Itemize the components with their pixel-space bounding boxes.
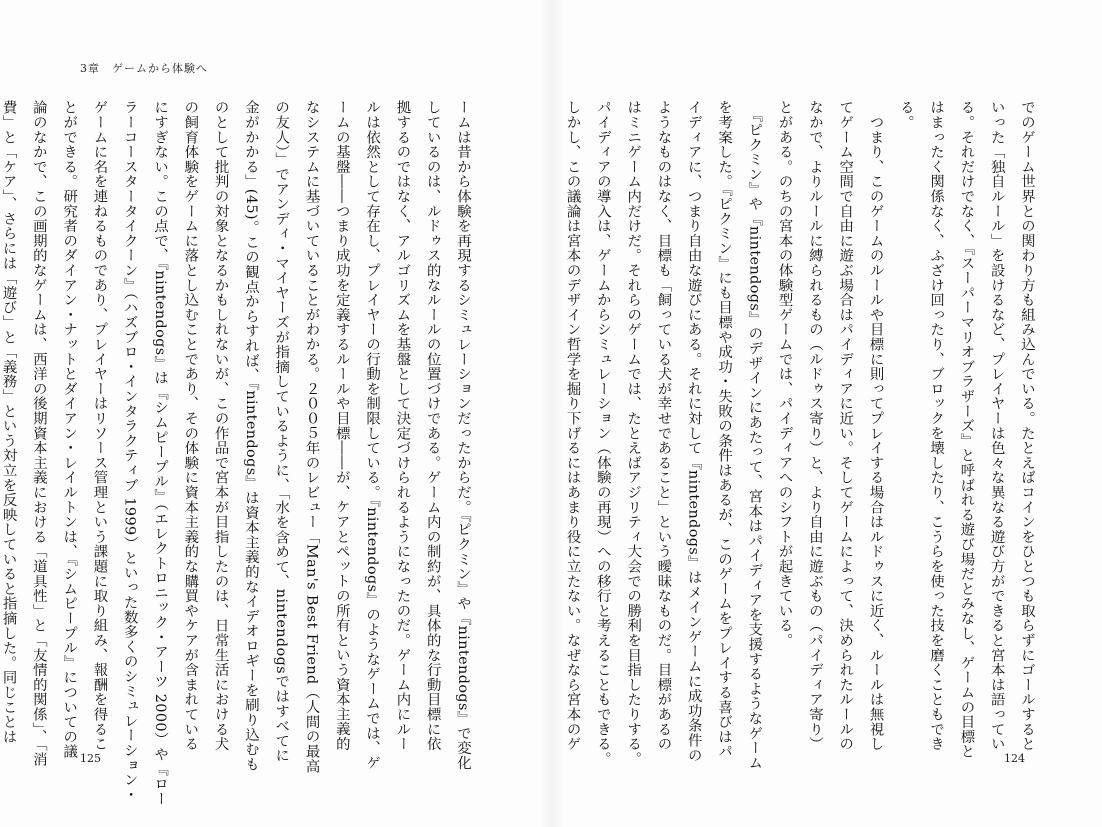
right-column: でのゲーム世界との関わり方も組み込んでいる。たとえばコインをひとつも取らずにゴールすると: [1019, 100, 1035, 752]
running-head: 3章 ゲームから体験へ: [80, 62, 208, 75]
page-number-left: 125: [80, 752, 101, 765]
right-column: なかで、よりルールに縛られるもの（ルドゥス寄り）と、より自由に遊ぶもの（パイディア寄り）: [806, 100, 823, 752]
left-column: 費」と「ケア」、さらには「遊び」と「義務」という対立を反映していると指摘した。同じことは: [0, 100, 17, 744]
right-column: しかし、この議論は宮本のデザイン哲学を掘り下げるにはあまり役に立たない。なぜなら宮本のゲ: [564, 100, 581, 752]
left-column: ームは昔から体験を再現するシミュレーションだったからだ。『ピクミン』や『nintendogs』で変化: [455, 100, 471, 770]
right-column: てゲーム空間で自由に遊ぶ場合はパイディアに近い。そしてゲームによって、決められたルールの: [837, 100, 854, 752]
right-column: パイディアの導入は、ゲームからシミュレーション（体験の再現）への移行と考えることもできる。: [594, 100, 611, 766]
left-column: ルは依然として存在し、プレイヤーの行動を制限している。『nintendogs』のようなゲームでは、ゲ: [364, 100, 381, 770]
left-column: なシステムに基づいていることがわかる。２００５年のレビュー「Man's Best Friend（人間の最高: [303, 100, 320, 774]
left-column: ームの基盤――つまり成功を定義するルールや目標――が、ケアとペットの所有という資本主義的: [333, 100, 350, 752]
right-column: ようなものはなく、目標も「飼っている犬が幸せであること」という曖昧なものだ。目標があるの: [655, 100, 672, 752]
left-column: とができる。研究者のダイアン・ナットとダイアン・レイルトンは、『シムピープル』についての議: [61, 100, 78, 759]
left-column: しているのは、ルドゥス的なルールの位置づけである。ゲーム内の制約が、具体的な行動目標に依: [424, 100, 441, 752]
right-column: 『ピクミン』や『nintendogs』のデザインにあたって、宮本はパイディアを支援するようなゲーム: [746, 100, 763, 770]
left-column: にすぎない。この点で、『nintendogs』は『シムピープル』（エレクトロニック・アーツ 2000）や『ロー: [152, 100, 169, 806]
right-column: はまったく関係なく、ふざけ回ったり、ブロックを壊したり、こうらを使った技を磨くこともでき: [928, 100, 945, 752]
right-column: る。それだけでなく、『スーパーマリオブラザーズ』と呼ばれる遊び場だとみなし、ゲームの目標と: [958, 100, 975, 759]
right-column: つまり、このゲームのルールや目標に則ってプレイする場合はルドゥスに近く、ルールは無視し: [867, 100, 884, 752]
left-column: ゲームに名を連ねるものであり、プレイヤーはリソース管理という課題に取り組み、報酬を得るこ: [91, 100, 108, 752]
left-column: ラーコースタータイクーン』（ハズブロ・インタラクティブ 1999）といった数多くのシミュレーション・: [121, 100, 138, 802]
left-column: の友人）」でアンディ・マイヤーズが指摘しているように、「水を含めて、nintendogsではすべてに: [273, 100, 290, 763]
left-column: 拠するのではなく、アルゴリズムを基盤として決定づけられるようになったのだ。ゲーム内にルー: [394, 100, 411, 752]
right-column: イディアに、つまり自由な遊びにある。それに対して『nintendogs』はメインゲームに成功条件の: [685, 100, 702, 763]
right-column: はミニゲーム内だけだ。それらのゲームでは、たとえばアジリティ大会での勝利を目指したりする。: [625, 100, 642, 766]
left-column: の飼育体験をゲームに落とし込むことであり、その体験に資本主義的な購買やケアが含まれている: [182, 100, 199, 752]
left-column: 論のなかで、この画期的なゲームは、西洋の後期資本主義における「道具性」と「友情的関係」、「消: [30, 100, 47, 767]
left-column: のとして批判の対象となるかもしれないが、この作品で宮本が目指したのは、日常生活における犬: [212, 100, 229, 752]
right-column: る。: [897, 100, 914, 130]
right-column: とがある。のちの宮本の体験型ゲームでは、パイディアへのシフトが起きている。: [776, 100, 793, 648]
left-column: 金がかかる」(45)。この観点からすれば、『nintendogs』は資本主義的なイデオロギーを刷り込むも: [242, 100, 259, 772]
right-column: を考案した。『ピクミン』にも目標や成功・失敗の条件はあるが、このゲームをプレイする喜びはパ: [716, 100, 733, 759]
page-number-right: 124: [1004, 752, 1025, 765]
right-column: いった「独自ルール」を設けるなど、プレイヤーは色々な異なる遊び方ができると宮本は語ってい: [988, 100, 1005, 752]
